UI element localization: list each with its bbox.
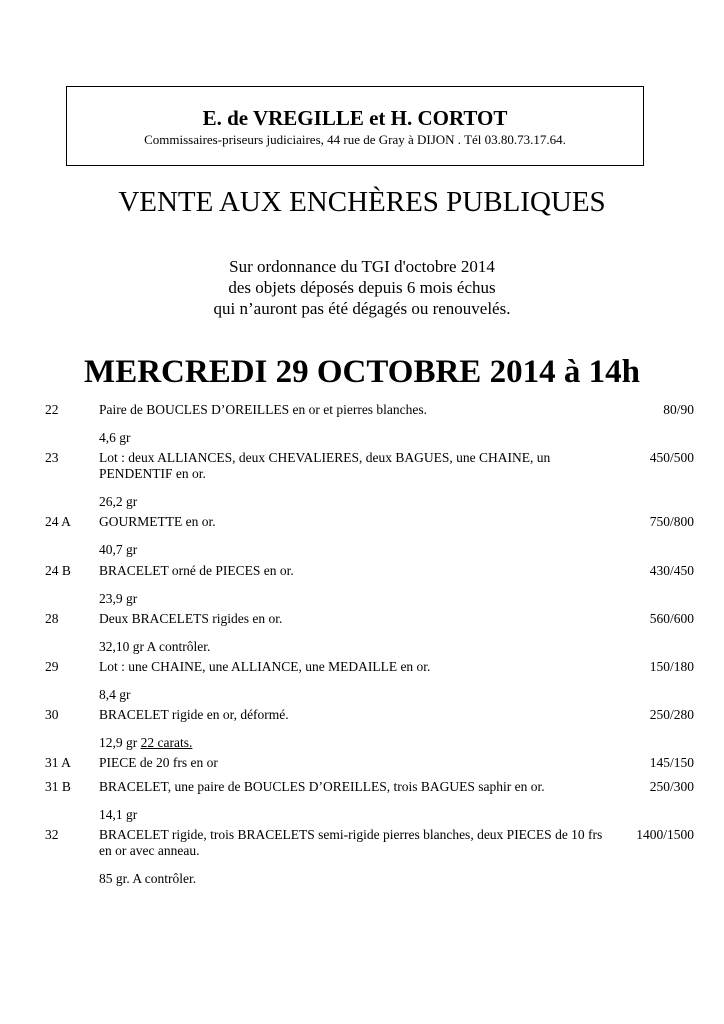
auctioneer-header-box bbox=[66, 86, 644, 166]
lot-item bbox=[0, 402, 724, 450]
lot-weight: 23,9 gr bbox=[99, 591, 138, 606]
lot-description: Paire de BOUCLES D’OREILLES en or et pierres blanches. bbox=[99, 402, 428, 417]
lot-number: 30 bbox=[45, 707, 59, 722]
lot-weight: 8,4 gr bbox=[99, 687, 131, 702]
lot-description: PIECE de 20 frs en or bbox=[99, 755, 218, 770]
lot-weight-note: 22 carats. bbox=[140, 735, 193, 750]
lot-estimate: 250/300 bbox=[649, 779, 694, 794]
sale-title: VENTE AUX ENCHÈRES PUBLIQUES bbox=[118, 186, 606, 218]
lot-description: Lot : une CHAINE, une ALLIANCE, une MEDAILLE en or. bbox=[99, 659, 431, 674]
lot-estimate: 145/150 bbox=[649, 755, 694, 770]
lot-estimate: 250/280 bbox=[649, 707, 694, 722]
lot-estimate: 1400/1500 bbox=[636, 827, 694, 842]
lot-item bbox=[0, 611, 724, 659]
lot-weight: 85 gr. A contrôler. bbox=[99, 871, 197, 886]
lot-weight-value: 12,9 gr bbox=[99, 735, 138, 750]
lot-description: BRACELET rigide en or, déformé. bbox=[99, 707, 289, 722]
intro-line: des objets déposés depuis 6 mois échus bbox=[228, 278, 496, 297]
lot-description: Lot : deux ALLIANCES, deux CHEVALIERES, deux BAGUES, une CHAINE, un PENDENTIF en or. bbox=[99, 450, 551, 481]
lot-weight: 4,6 gr bbox=[99, 430, 131, 445]
lot-estimate: 750/800 bbox=[649, 514, 694, 529]
lot-weight: 26,2 gr bbox=[99, 494, 138, 509]
intro-line: Sur ordonnance du TGI d'octobre 2014 bbox=[229, 257, 495, 276]
lot-description: Deux BRACELETS rigides en or. bbox=[99, 611, 283, 626]
sale-date: MERCREDI 29 OCTOBRE 2014 à 14h bbox=[84, 354, 640, 390]
lot-estimate: 430/450 bbox=[649, 563, 694, 578]
lot-weight: 40,7 gr bbox=[99, 542, 138, 557]
firm-name: E. de VREGILLE et H. CORTOT bbox=[202, 106, 508, 130]
lot-estimate: 450/500 bbox=[649, 450, 694, 465]
lot-description: BRACELET orné de PIECES en or. bbox=[99, 563, 294, 578]
lot-estimate: 560/600 bbox=[649, 611, 694, 626]
lot-item bbox=[0, 779, 724, 827]
lot-item bbox=[0, 827, 724, 891]
lot-description: GOURMETTE en or. bbox=[99, 514, 216, 529]
firm-details: Commissaires-priseurs judiciaires, 44 rue de Gray à DIJON . Tél 03.80.73.17.64. bbox=[144, 132, 566, 147]
lot-list bbox=[0, 402, 724, 891]
lot-number: 23 bbox=[45, 450, 59, 465]
lot-description: BRACELET, une paire de BOUCLES D’OREILLES, trois BAGUES saphir en or. bbox=[99, 779, 545, 794]
intro-line: qui n’auront pas été dégagés ou renouvelés. bbox=[213, 299, 511, 318]
lot-estimate: 150/180 bbox=[649, 659, 694, 674]
lot-description: BRACELET rigide, trois BRACELETS semi-rigide pierres blanches, deux PIECES de 10 frs en or avec anneau. bbox=[99, 827, 603, 858]
lot-item bbox=[0, 563, 724, 611]
lot-number: 31 A bbox=[45, 755, 71, 770]
lot-number: 31 B bbox=[45, 779, 71, 794]
lot-item bbox=[0, 659, 724, 707]
lot-number: 29 bbox=[45, 659, 59, 674]
lot-item bbox=[0, 755, 724, 779]
lot-item bbox=[0, 707, 724, 755]
lot-weight bbox=[99, 735, 724, 751]
lot-number: 24 A bbox=[45, 514, 71, 529]
lot-number: 24 B bbox=[45, 563, 71, 578]
lot-number: 22 bbox=[45, 402, 59, 417]
lot-item bbox=[0, 450, 724, 514]
lot-estimate: 80/90 bbox=[663, 402, 694, 417]
lot-item bbox=[0, 514, 724, 563]
lot-weight: 14,1 gr bbox=[99, 807, 138, 822]
intro-text bbox=[0, 256, 724, 319]
lot-weight: 32,10 gr A contrôler. bbox=[99, 639, 211, 654]
lot-number: 32 bbox=[45, 827, 59, 842]
lot-number: 28 bbox=[45, 611, 59, 626]
